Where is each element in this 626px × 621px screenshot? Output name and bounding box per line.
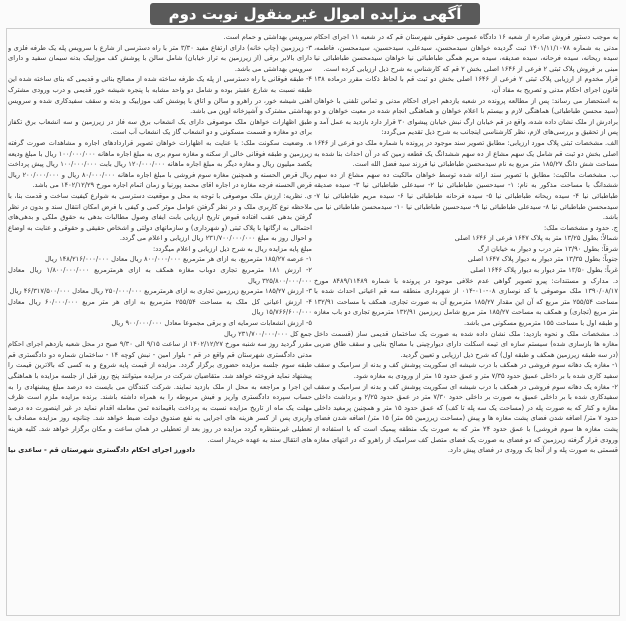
paragraph: طبق اظهارات خواهان ملک موصوفی دارای یک انشعاب برق سه فاز در زیرزمین و سه انشعاب برق تکفاز برای دو مغازه و قسمت مسکونی و دو انشعاب گاز یک انشعاب آب است. <box>8 117 312 137</box>
paragraph: جنوباً: بطول ۱۳/۳۵ متر دیوار به دیوار پلاک ۱۶۴۷ اصلی <box>467 255 618 264</box>
paragraph: به موجب دستور فروش صادره از شعبه ۱۶ دادگاه عمومی حقوقی شهرستان قم که در شعبه ۱۱ اجرای احکام مدنی به شماره ۱۴۰۱/۱۱/۱۰۷۸ ثبت گردیده خواهان سیدمحسن، سیدعلی، سیدحسین، سیدمحسن، فاطمه، سیده ریحانه، سیده فرحانه، سیده صدیقه، سیده مریم همگی طباطبائی نیا خواهان سیدمحسن طباطبائی نیا مبنی بر فروش پلاک ثبتی ۲ فرعی از ۱۶۴۶ اصلی بخش ۲ قم که کارشناس به شرح ذیل ارزیابی کرده است. <box>314 33 618 73</box>
paragraph: ۲- مغازه یک دهانه سوم فروشی در همکف با درب شیشه ای سکوریت پوشش کف و بدنه از سرامیک و سقف سفیدکاری شده با بر داخلی عمیق به صورت بر داخلی حدود ۷/۳۰ متر در عمق حدود ۲/۲۵ و برداشت داخلی مغازه و کنار که به صورت پله در (مساحت یک سه پله تا کف) که عمق حدود ۱۵ متر و همچنین پرمغید داخلی حدود ۷ متر/ اضافه شدن فضای پشت مغازه ها و پیش (مساحت زیرزمین ۵۵ متر) ۱۵ متر/ اضافه شدن فضای پشت مغازه ها سوم فروشی) با عمق حدود ۲۴ متر که به صورت یک منطقه پیمیک است که با استفاده از ورودی قرار گرفته زیرزمین که دو فضای به صورت یک فضای متصل کف سرامیک از راهرو که در انتهای مغازه قسمتی به صورت پله و از آنجا یک ورودی در فضای پیش دارد. <box>314 382 618 455</box>
paragraph: الف. مشخصات ثبتی پلاک مورد ارزیابی: مطابق تصویر سند موجود در پرونده با شماره ملک دو فرعی از ۱۶۴۶ اصلی بخش دو ثبت قم شامل یک سهم مشاع از ده سهم ششدانگ یک قطعه زمین که در آن احداث بنا شده به مساحت شش دانگ ۱۸۵/۲۷ متر مربع به نام سیدمحسن طباطبائی نیا فرزند سید فضل الله است. <box>314 138 618 169</box>
paragraph: غرباً: بطول ۱۳/۵۰ متر دیوار به دیوار پلاک ۱۶۴۶ اصلی <box>470 266 618 275</box>
paragraph: شرقاً: بطول ۱۳/۹۰ متر درب و دیوار به خیابان ارگ <box>477 244 618 253</box>
paragraph: دادورز اجرای احکام دادگستری شهرستان قم - ساعدی نیا <box>8 446 196 455</box>
paragraph: ب. مشخصات مالکیت: مطابق با تصویر سند ارائه شده توسط خواهان مالکیت ده سهم مشاع از ده سهم ششدانگ با مساحت مذکور به نام: ۱- سیدحسین طباطبائی نیا ۲- سیدعلی طباطبائی نیا ۳- سیده صدیقه طباطبائی نیا ۴- سیده ریحانه طباطبائی نیا ۵- سیده فرحانه طباطبائی نیا ۶- سیده مریم طباطبائی نیا ۷- سیدمحسن طباطبائی نیا ۸- سیدعلی طباطبائی نیا ۹- سیدحسین طباطبائی نیا ۱۰- سیدمحسن طباطبائی نیا می باشد. <box>314 170 618 222</box>
paragraph: مبلغ پایه مزایده ریال به شرح ذیل ارزیابی و اعلام میگردد: <box>153 244 312 253</box>
paragraph: شمالاً: بطول ۱۳/۲۵ متر به پلاک ۱۶۴۷ فرعی از ۱۶۴۶ اصلی <box>454 234 618 243</box>
paragraph: ۱- عرصه ۱۸۵/۲۷ مترمربع، به ازای هر مترمربع ۸۰۰/۰۰۰/۰۰۰ ریال معادل ۱۴۸/۲۱۶/۰۰۰/۰۰۰ ریال <box>44 255 312 264</box>
paragraph: ه. وضعیت سکونت ملک: با عنایت به اظهارات خواهان تصویر قراردادهای اجاره و مشاهدات صورت گرفته زیرزمین و طبقه فوقانی خالی از سکنه و مغازه سوم بری به مبلغ اجاره ماهانه ۱۰۰/۰۰۰/۰۰۰ ریال با مبلغ ودیعه یکصد میلیون ریال و مغازه دیگر به مبلغ اجاره ماهانه ۱۲۰/۰۰۰/۰۰۰ ریال بابت ۱۰۰/۰۰۰/۰۰۰ ریال پیش پرداخت ریال قرض الحسنه و همچنین مغازه سوم فروشی با مبلغ اجاره ماهانه ۸۰/۰۰۰/۰۰۰ ریال و ۲۰۰/۰۰۰/۰۰۰ ریال قرض الحسنه فرجه مغازه در اجاره اقای محمد پورنیا و زمان اتمام اجاره مورخ ۱۴۰۲/۱۲/۲۹ می باشد. <box>8 138 312 190</box>
paragraph: ذ. مشخصات ملک و نحوه بازدید: ملک نشان داده شده به صورت یک ساختمان قدیمی ساز (قسمت داخل مغازه ها بازسازی شده) سیستم سازه ای تیمه اسکلت دارای دیوارچینی با مصالح بنایی و سقف طاق ضربی (در سه طبقه زیرزمین همکف و طبقه اول) که شرح ذیل ارزیابی و تعیین گردید. <box>314 329 618 359</box>
left-column <box>8 32 312 612</box>
paragraph: سرویس بهداشتی و حمام است. <box>223 33 312 41</box>
ad-header <box>150 3 480 25</box>
paragraph: مقرر گردید روز سه شنبه مورخ ۱۴۰۲/۱۲/۲۷ از ساعت ۹/۱۵ الی ۹/۳۰ صبح در محل شعبه یازدهم اجرای احکام مدنی دادگستری شهرستان قم واقع در قم - بلوار امین - نبش کوچه ۱۴ - ساختمان شماره دو دادگستری قم طبقه سوم جلسه مزایده حضوری برگزار گردد. مزایده از قیمت پایه شروع و به کسی که بالاترین قیمت را پیشنهاد نماید فروخته خواهد شد. متقاضیان شرکت در مزایده میتوانند پنج روز قبل از جلسه مزایده با هماهنگی این اجرا و مراجعه به محل از ملک بازدید نمایند. شرکت کنندگان می بایست ده درصد مبلغ پیشنهادی را به حساب سپرده دادگستری واریز و فیش مربوطه را به همراه داشته باشند. برنده مزایده ملزم است ظرف مهلت یک ماه از تاریخ مزایده نسبت به پرداخت باقیمانده ثمن معامله اقدام نماید در غیر اینصورت ده درصد واریزی پس از کسر هزینه های اجرایی به نفع صندوق دولت ضبط خواهد شد. چنانچه روز مزایده مصادف با تعطیلی غیرمنتظره گردد مزایده در روز بعد از تعطیلی در همان ساعت و مکان برگزار خواهد شد. کلیه هزینه های انتقال سند به عهده خریدار است. <box>8 340 312 444</box>
paragraph: ۴- طبقه فوقانی با راه دسترسی از پله یک طرفه ساخته شده از مصالح بنائی و قدیمی که بنای ساخته شده این طبقه نسبت به شارع عقبتر بوده و شامل دو واحد مشابه با پنجره شیشه خور قدیمی و درب ورودی مشترک اهنی شیشه خور، در راهرو و سالن و اتاق با پوشش کف موزاییک و بدنه و سقف سفیدکاری شده و سرویس بهداشتی مشترک و آشپزخانه اوپن می باشد. <box>8 75 312 116</box>
paragraph: ی. نظریه: ارزش ملک موصوفی با توجه به محل و موقعیت دسترسی به شوارع کیفیت ساخت و قدمت بنا، با ملاحظه نوع کاربری ملک و در نظر گرفتن عوامل موثر کمی و کیفی با فرض امکان انتقال سند و بدون در نظر گرفتن بدهی عقب افتاده قبوض تاریخ ارزیابی بابت ایفای وصول مطالبات بدهی به حقوق ملکی و بدهی‌های احتمالی به ارگانها با پلاک ثبتی (و شهرداری) و سازمانهای دولتی و اشخاص حقیقی و حقوقی و عنایت به اوضاع و احوال روز به مبلغ ۲۳۱/۷۰۰/۰۰۰/۰۰۰ ریال ارزیابی و اعلام می گردد. <box>8 191 312 243</box>
paragraph: ۲- ارزش ۱۸۱ مترمربع تجاری دوباب مغازه همکف به ازای هرمترمربع ۱/۸۰۰/۰۰۰/۰۰۰ ریال معادل ۳۲۵/۸۰۰/۰۰۰/۰۰۰ ریال <box>8 266 312 285</box>
paragraph: به استحضار می رساند: پس از مطالعه پرونده در شعبه یازدهم اجرای احکام مدنی و تماس تلفنی با خواهان (سید محسن طباطبائی) هماهنگی لازم و بیستم با اعلام خواهان و هماهنگی انجام شده در معیت خواهان و دو برادرش از ملک نشان داده شده، واقع در قم خیابان ارگ نبش خیابان پیشوای ۳۰ قرار دارد بازدید به عمل آمد و پس از تحقیق و بررسی‌های لازم، نظر کارشناسی اینجانب به شرح ذیل تقدیم می‌گردد: <box>314 96 618 137</box>
paragraph: ۱- مغازه یک دهانه سوم فروشی در همکف با درب شیشه ای سکوریت پوشش کف و بدنه از سرامیک و سقف سفید کاری شده با بر داخلی عمیق حدود ۷/۳۵ متر و عمق حدود ۱۵ متر از ورودی به مغازه شود. <box>314 361 618 380</box>
paragraph: جمع کل ۲۳۱/۷۰۰/۰۰۰/۰۰۰ ریال <box>223 329 312 338</box>
paragraph: ۳- زیرزمین (چاپ خانه) دارای ارتفاع مفید ۳/۳۰ متر با راه دسترسی از شارع با سرویس پله یک طرفه فلزی و دارای بالابر برقی (از زیرزمین به تراز خیابان) شامل سالن با پوشش کف موزاییک بدنه سیمان سفید و دارای سرویس بهداشتی می باشد. <box>8 43 312 73</box>
paragraph: ج. حدود و مشخصات ملک: <box>543 223 618 232</box>
right-column <box>314 32 618 612</box>
paragraph: د. مدارک و مستندات: پیرو تصویر گواهی عدم خلافی موجود در پرونده با شماره ۸۴۸۹/۱۱۴۸۹ مورخ ۱۳۹۰/۰۸/۱۷ ملک موصوفی با کد نوسازی ۰۸-۰۱۰-۰۱۴ از شهرداری منطقه سه قم اعیانی احداث شده با مساحت ۲۵۵/۵۴ متر مربع که آن این مقدار ۱۸۵/۲۷ مترمربع آن به صورت تجاری، همکف با مساحت ۱۳۲/۹۱ متر مربع (تجاری) و همکف به مساحت ۱۸۵/۲۷ متر مربع شامل زیرزمین ۱۳۲/۹۱ مترمربع تجاری دو باب مغازه و طبقه اول با مساحت ۱۵۵ مترمربع مسکونی می باشد. <box>314 276 618 328</box>
paragraph: ۴- ارزش اعیانی کل ملک به مساحت ۲۵۵/۵۴ مترمربع به ازای هر متر مربع ۶۰/۰۰۰/۰۰۰ ریال معادل ۱۵/۷۶۶/۶۰۰/۰۰۰ ریال <box>8 297 312 317</box>
paragraph: ۳- ارزش ۱۸۵/۲۷ مترمربع زیرزمین تجاری به ازای هرمترمربع ۲۵۰/۰۰۰/۰۰۰ ریال معادل ۴۶/۳۱۷/۵۰۰/۰۰۰ ریال <box>9 287 312 296</box>
ad-title: آگهی مزایده اموال غیرمنقول نوبت دوم <box>168 5 462 23</box>
paragraph: قرار مخدوم از ارزیابی پلاک ثبتی ۲ فرعی از ۱۶۴۶ اصلی بخش دو ثبت قم با لحاظ ذکات مقرر درماده ۱۳۸ قانون اجرای احکام مدنی و تصریح به مفاد آن، <box>314 75 618 94</box>
paragraph: ۵- ارزش انشعابات سرمایه ای و برقی مجموعا معادل ۹۰۰/۰۰۰/۰۰۰ ریال <box>111 319 312 328</box>
